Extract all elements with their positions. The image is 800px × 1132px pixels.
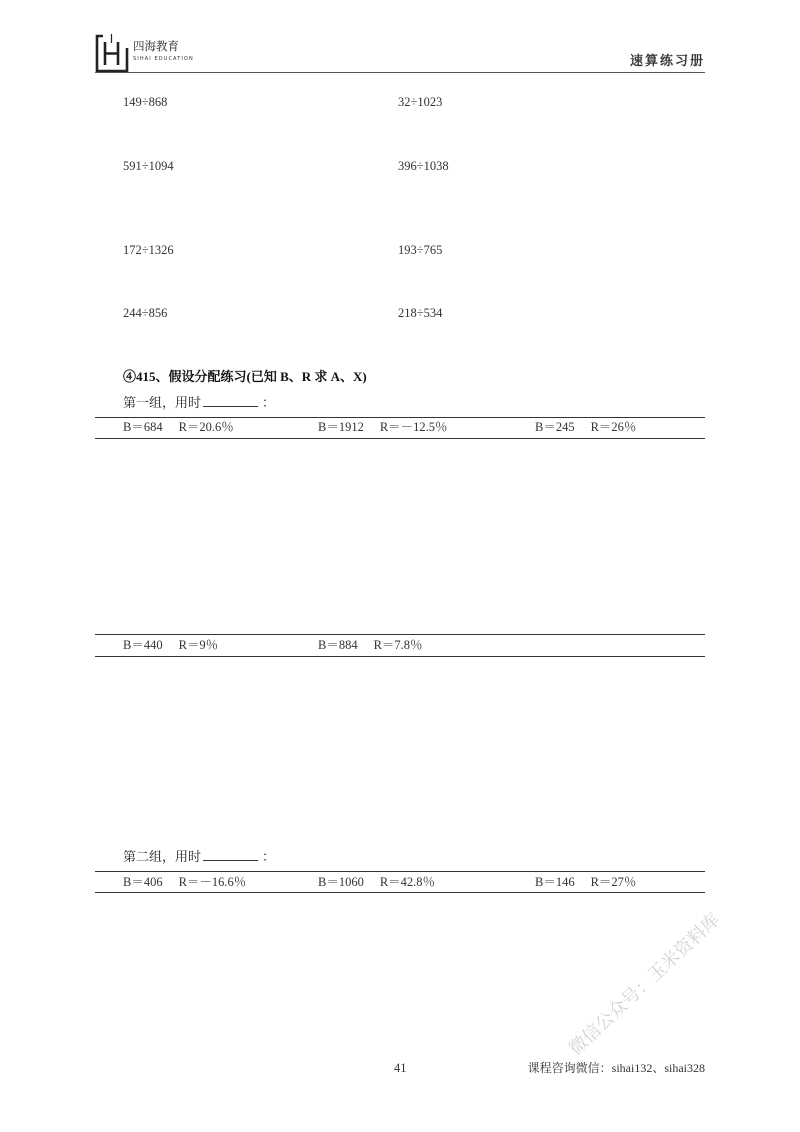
division-problem: 218÷534: [398, 306, 443, 320]
division-problem: 244÷856: [123, 306, 168, 320]
time-blank: [203, 848, 258, 861]
r-value: R＝－16.6％: [178, 875, 247, 889]
division-problem: 149÷868: [123, 95, 168, 109]
watermark: 微信公众号：玉米资料库: [565, 909, 725, 1060]
group-label-colon: ：: [262, 395, 276, 410]
section-heading: ④415、假设分配练习(已知 B、R 求 A、X): [123, 369, 367, 384]
header-divider: [95, 72, 705, 73]
b-value: B＝440: [123, 638, 163, 652]
sihai-logo-icon: [95, 33, 129, 73]
r-value: R＝7.8％: [373, 638, 423, 652]
division-problem: 172÷1326: [123, 243, 174, 257]
table-row-top-rule: [95, 417, 705, 418]
problem-cell: [318, 420, 448, 434]
division-problem: 193÷765: [398, 243, 443, 257]
page-number: 41: [394, 1061, 407, 1075]
division-problem: 32÷1023: [398, 95, 443, 109]
b-value: B＝146: [535, 875, 575, 889]
problem-cell: [123, 638, 218, 652]
b-value: B＝1912: [318, 420, 364, 434]
r-value: R＝42.8％: [379, 875, 436, 889]
group-label-text: 第二组，用时: [123, 849, 202, 864]
time-blank: [203, 394, 258, 407]
book-title: 速算练习册: [629, 53, 705, 68]
contact-info: 课程咨询微信：sihai132、sihai328: [527, 1061, 705, 1075]
problem-cell: [123, 420, 234, 434]
b-value: B＝884: [318, 638, 358, 652]
division-problem: 591÷1094: [123, 159, 174, 173]
b-value: B＝1060: [318, 875, 364, 889]
group-time-label: [123, 394, 275, 410]
logo-subtitle: SIHAI EDUCATION: [133, 56, 194, 62]
table-row-top-rule: [95, 634, 705, 635]
r-value: R＝9％: [178, 638, 219, 652]
r-value: R＝27％: [590, 875, 637, 889]
problem-cell: [318, 638, 423, 652]
r-value: R＝26％: [590, 420, 637, 434]
b-value: B＝406: [123, 875, 163, 889]
table-row-bottom-rule: [95, 438, 705, 439]
group-label-text: 第一组，用时: [123, 395, 202, 410]
logo-name: 四海教育: [133, 39, 179, 53]
division-problem: 396÷1038: [398, 159, 449, 173]
b-value: B＝245: [535, 420, 575, 434]
group-label-colon: ：: [262, 849, 276, 864]
table-row-bottom-rule: [95, 656, 705, 657]
problem-cell: [535, 875, 636, 889]
problem-cell: [318, 875, 435, 889]
table-row-bottom-rule: [95, 892, 705, 893]
r-value: R＝－12.5％: [379, 420, 448, 434]
b-value: B＝684: [123, 420, 163, 434]
table-row-top-rule: [95, 871, 705, 872]
group-time-label: [123, 848, 275, 864]
problem-cell: [535, 420, 636, 434]
problem-cell: [123, 875, 246, 889]
r-value: R＝20.6％: [178, 420, 234, 434]
